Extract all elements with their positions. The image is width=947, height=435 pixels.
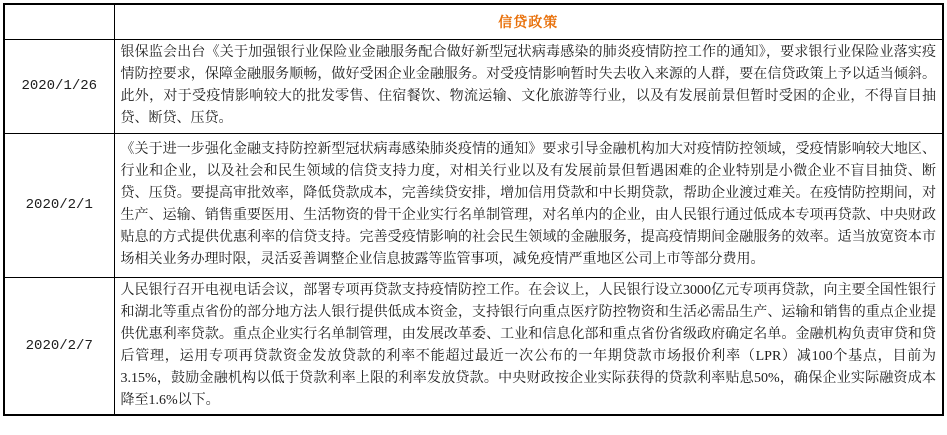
table-row <box>4 133 943 277</box>
row-policy-text: 人民银行召开电视电话会议，部署专项再贷款支持疫情防控工作。在会议上，人民银行设立3000亿元专项再贷款，向主要全国性银行和湖北等重点省份的部分地方法人银行提供低成本资金，支持银行向重点医疗防控物资和生活必需品生产、运输和销售的重点企业提供优惠利率贷款。重点企业实行名单制管理，由发展改革委、工业和信息化部和重点省份省级政府确定名单。金融机构负责审贷和贷后管理，运用专项再贷款资金发放贷款的利率不能超过最近一次公布的一年期贷款市场报价利率（LPR）减100个基点，目前为3.15%，鼓励金融机构以低于贷款利率上限的利率发放贷款。中央财政按企业实际获得的贷款利率贴息50%，确保企业实际融资成本降至1.6%以下。 <box>114 277 943 415</box>
header-date-cell-empty <box>4 4 114 39</box>
credit-policy-table <box>3 3 944 416</box>
row-policy-text: 银保监会出台《关于加强银行业保险业金融服务配合做好新型冠状病毒感染的肺炎疫情防控工作的通知》，要求银行业保险业落实疫情防控要求，保障金融服务顺畅，做好受困企业金融服务。对受疫情影响暂时失去收入来源的人群，要在信贷政策上予以适当倾斜。此外，对于受疫情影响较大的批发零售、住宿餐饮、物流运输、文化旅游等行业，以及有发展前景但暂时受困的企业，不得盲目抽贷、断贷、压贷。 <box>114 39 943 133</box>
table-title: 信贷政策 <box>114 4 943 39</box>
row-date: 2020/2/1 <box>4 133 114 277</box>
table-row <box>4 277 943 415</box>
row-policy-text: 《关于进一步强化金融支持防控新型冠状病毒感染肺炎疫情的通知》要求引导金融机构加大对疫情防控领域，受疫情影响较大地区、行业和企业，以及社会和民生领域的信贷支持力度，对相关行业以及有发展前景但暂遇困难的企业特别是小微企业不盲目抽贷、断贷、压贷。要提高审批效率，降低贷款成本，完善续贷安排，增加信用贷款和中长期贷款，帮助企业渡过难关。在疫情防控期间，对生产、运输、销售重要医用、生活物资的骨干企业实行名单制管理，对名单内的企业，由人民银行通过低成本专项再贷款、中央财政贴息的方式提供优惠利率的信贷支持。完善受疫情影响的社会民生领域的金融服务，提高疫情期间金融服务的效率。适当放宽资本市场相关业务办理时限，灵活妥善调整企业信息披露等监管事项，减免疫情严重地区公司上市等部分费用。 <box>114 133 943 277</box>
table-header-row <box>4 4 943 39</box>
row-date: 2020/2/7 <box>4 277 114 415</box>
table-row <box>4 39 943 133</box>
row-date: 2020/1/26 <box>4 39 114 133</box>
